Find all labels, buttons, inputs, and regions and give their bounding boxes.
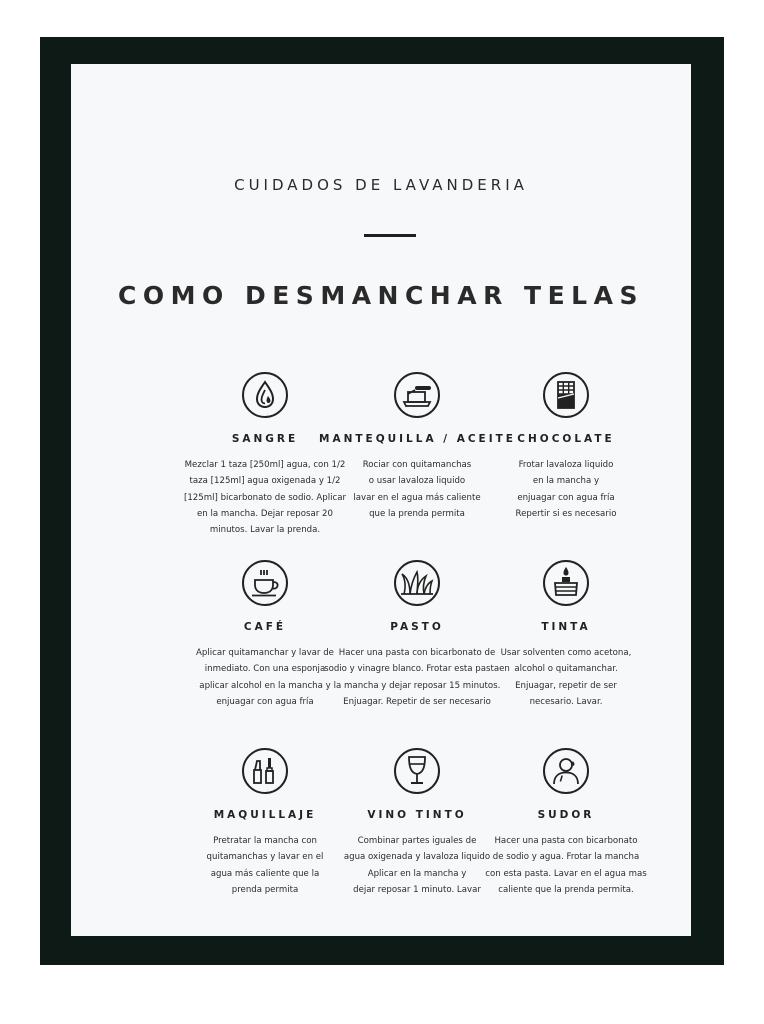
instruction-line: aplicar alcohol en la mancha y — [199, 680, 331, 691]
instruction-line: Aplicar en la mancha y — [367, 868, 467, 879]
grass-icon — [393, 559, 441, 607]
instruction-line: necesario. Lavar. — [529, 696, 603, 707]
poster-subtitle: CUIDADOS DE LAVANDERIA — [234, 176, 528, 194]
instruction-line: quitamanchas y lavar en el — [206, 852, 324, 863]
instruction-line: [125ml] bicarbonato de sodio. Aplicar — [183, 492, 346, 503]
stain-title: CAFÉ — [243, 621, 287, 633]
instruction-line: Enjuagar, repetir de ser — [515, 680, 617, 691]
instruction-line: Aplicar quitamanchar y lavar de — [196, 648, 334, 658]
blood-drop-icon — [241, 371, 289, 419]
stain-title: CHOCOLATE — [517, 433, 615, 445]
stain-title: PASTO — [390, 621, 444, 633]
stain-title: SUDOR — [537, 809, 595, 821]
instruction-line: dejar reposar 1 minuto. Lavar — [353, 884, 481, 895]
stain-card-tinta — [471, 559, 661, 710]
stain-card-chocolate — [471, 371, 661, 522]
poster-frame — [40, 37, 724, 965]
makeup-icon — [241, 747, 289, 795]
stain-instructions — [471, 645, 661, 710]
stain-instructions — [471, 457, 661, 522]
instruction-line: prenda permita — [231, 884, 299, 895]
stain-card-sudor — [471, 747, 661, 898]
stain-instructions — [471, 833, 661, 898]
poster-paper — [71, 64, 691, 936]
instruction-line: minutos. Lavar la prenda. — [209, 525, 321, 536]
poster-title: COMO DESMANCHAR TELAS — [118, 281, 644, 310]
instruction-line: sodio y vinagre blanco. Frotar esta pastaen — [324, 664, 510, 675]
instruction-line: la mancha y dejar reposar 15 minutos. — [333, 680, 501, 691]
instruction-line: Combinar partes iguales de — [357, 836, 477, 846]
instruction-line: agua más caliente que la — [210, 868, 320, 879]
instruction-line: Repertir si es necesario — [515, 508, 617, 519]
instruction-line: agua oxigenada y lavaloza liquido — [343, 852, 491, 863]
coffee-cup-icon — [241, 559, 289, 607]
instruction-line: Frotar lavaloza liquido — [518, 460, 614, 470]
instruction-line: o usar lavaloza liquido — [368, 476, 466, 487]
instruction-line: que la prenda permita — [369, 508, 465, 519]
instruction-line: de sodio y agua. Frotar la mancha — [492, 852, 640, 863]
sweat-person-icon — [542, 747, 590, 795]
wine-glass-icon — [393, 747, 441, 795]
instruction-line: en la mancha. Dejar reposar 20 — [197, 508, 333, 519]
title-divider — [364, 234, 416, 237]
ink-bottle-icon — [542, 559, 590, 607]
instruction-line: con esta pasta. Lavar en el agua mas — [485, 868, 647, 879]
instruction-line: Usar solventen como acetona, — [500, 648, 632, 658]
stain-title: SANGRE — [231, 433, 299, 445]
chocolate-bar-icon — [542, 371, 590, 419]
instruction-line: alcohol o quitamanchar. — [514, 664, 618, 675]
stain-title: MANTEQUILLA / ACEITE — [319, 433, 516, 445]
instruction-line: Pretratar la mancha con — [213, 836, 317, 846]
instruction-line: Hacer una pasta con bicarbonato — [494, 836, 638, 846]
instruction-line: en la mancha y — [532, 476, 600, 487]
instruction-line: enjuagar con agua fría — [517, 492, 615, 503]
instruction-line: enjuagar con agua fría — [216, 696, 314, 707]
instruction-line: inmediato. Con una esponja — [204, 664, 326, 675]
butter-icon — [393, 371, 441, 419]
instruction-line: Hacer una pasta con bicarbonato de — [338, 648, 496, 658]
stain-title: TINTA — [541, 621, 591, 633]
instruction-line: Rociar con quitamanchas — [362, 460, 472, 470]
instruction-line: Enjuagar. Repetir de ser necesario — [343, 696, 491, 707]
instruction-line: caliente que la prenda permita. — [498, 884, 634, 895]
instruction-line: Mezclar 1 taza [250ml] agua, con 1/2 — [184, 460, 346, 470]
instruction-line: taza [125ml] agua oxigenada y 1/2 — [189, 476, 341, 487]
instruction-line: lavar en el agua más caliente — [353, 492, 481, 503]
stain-title: MAQUILLAJE — [213, 809, 317, 821]
stain-title: VINO TINTO — [367, 809, 467, 821]
